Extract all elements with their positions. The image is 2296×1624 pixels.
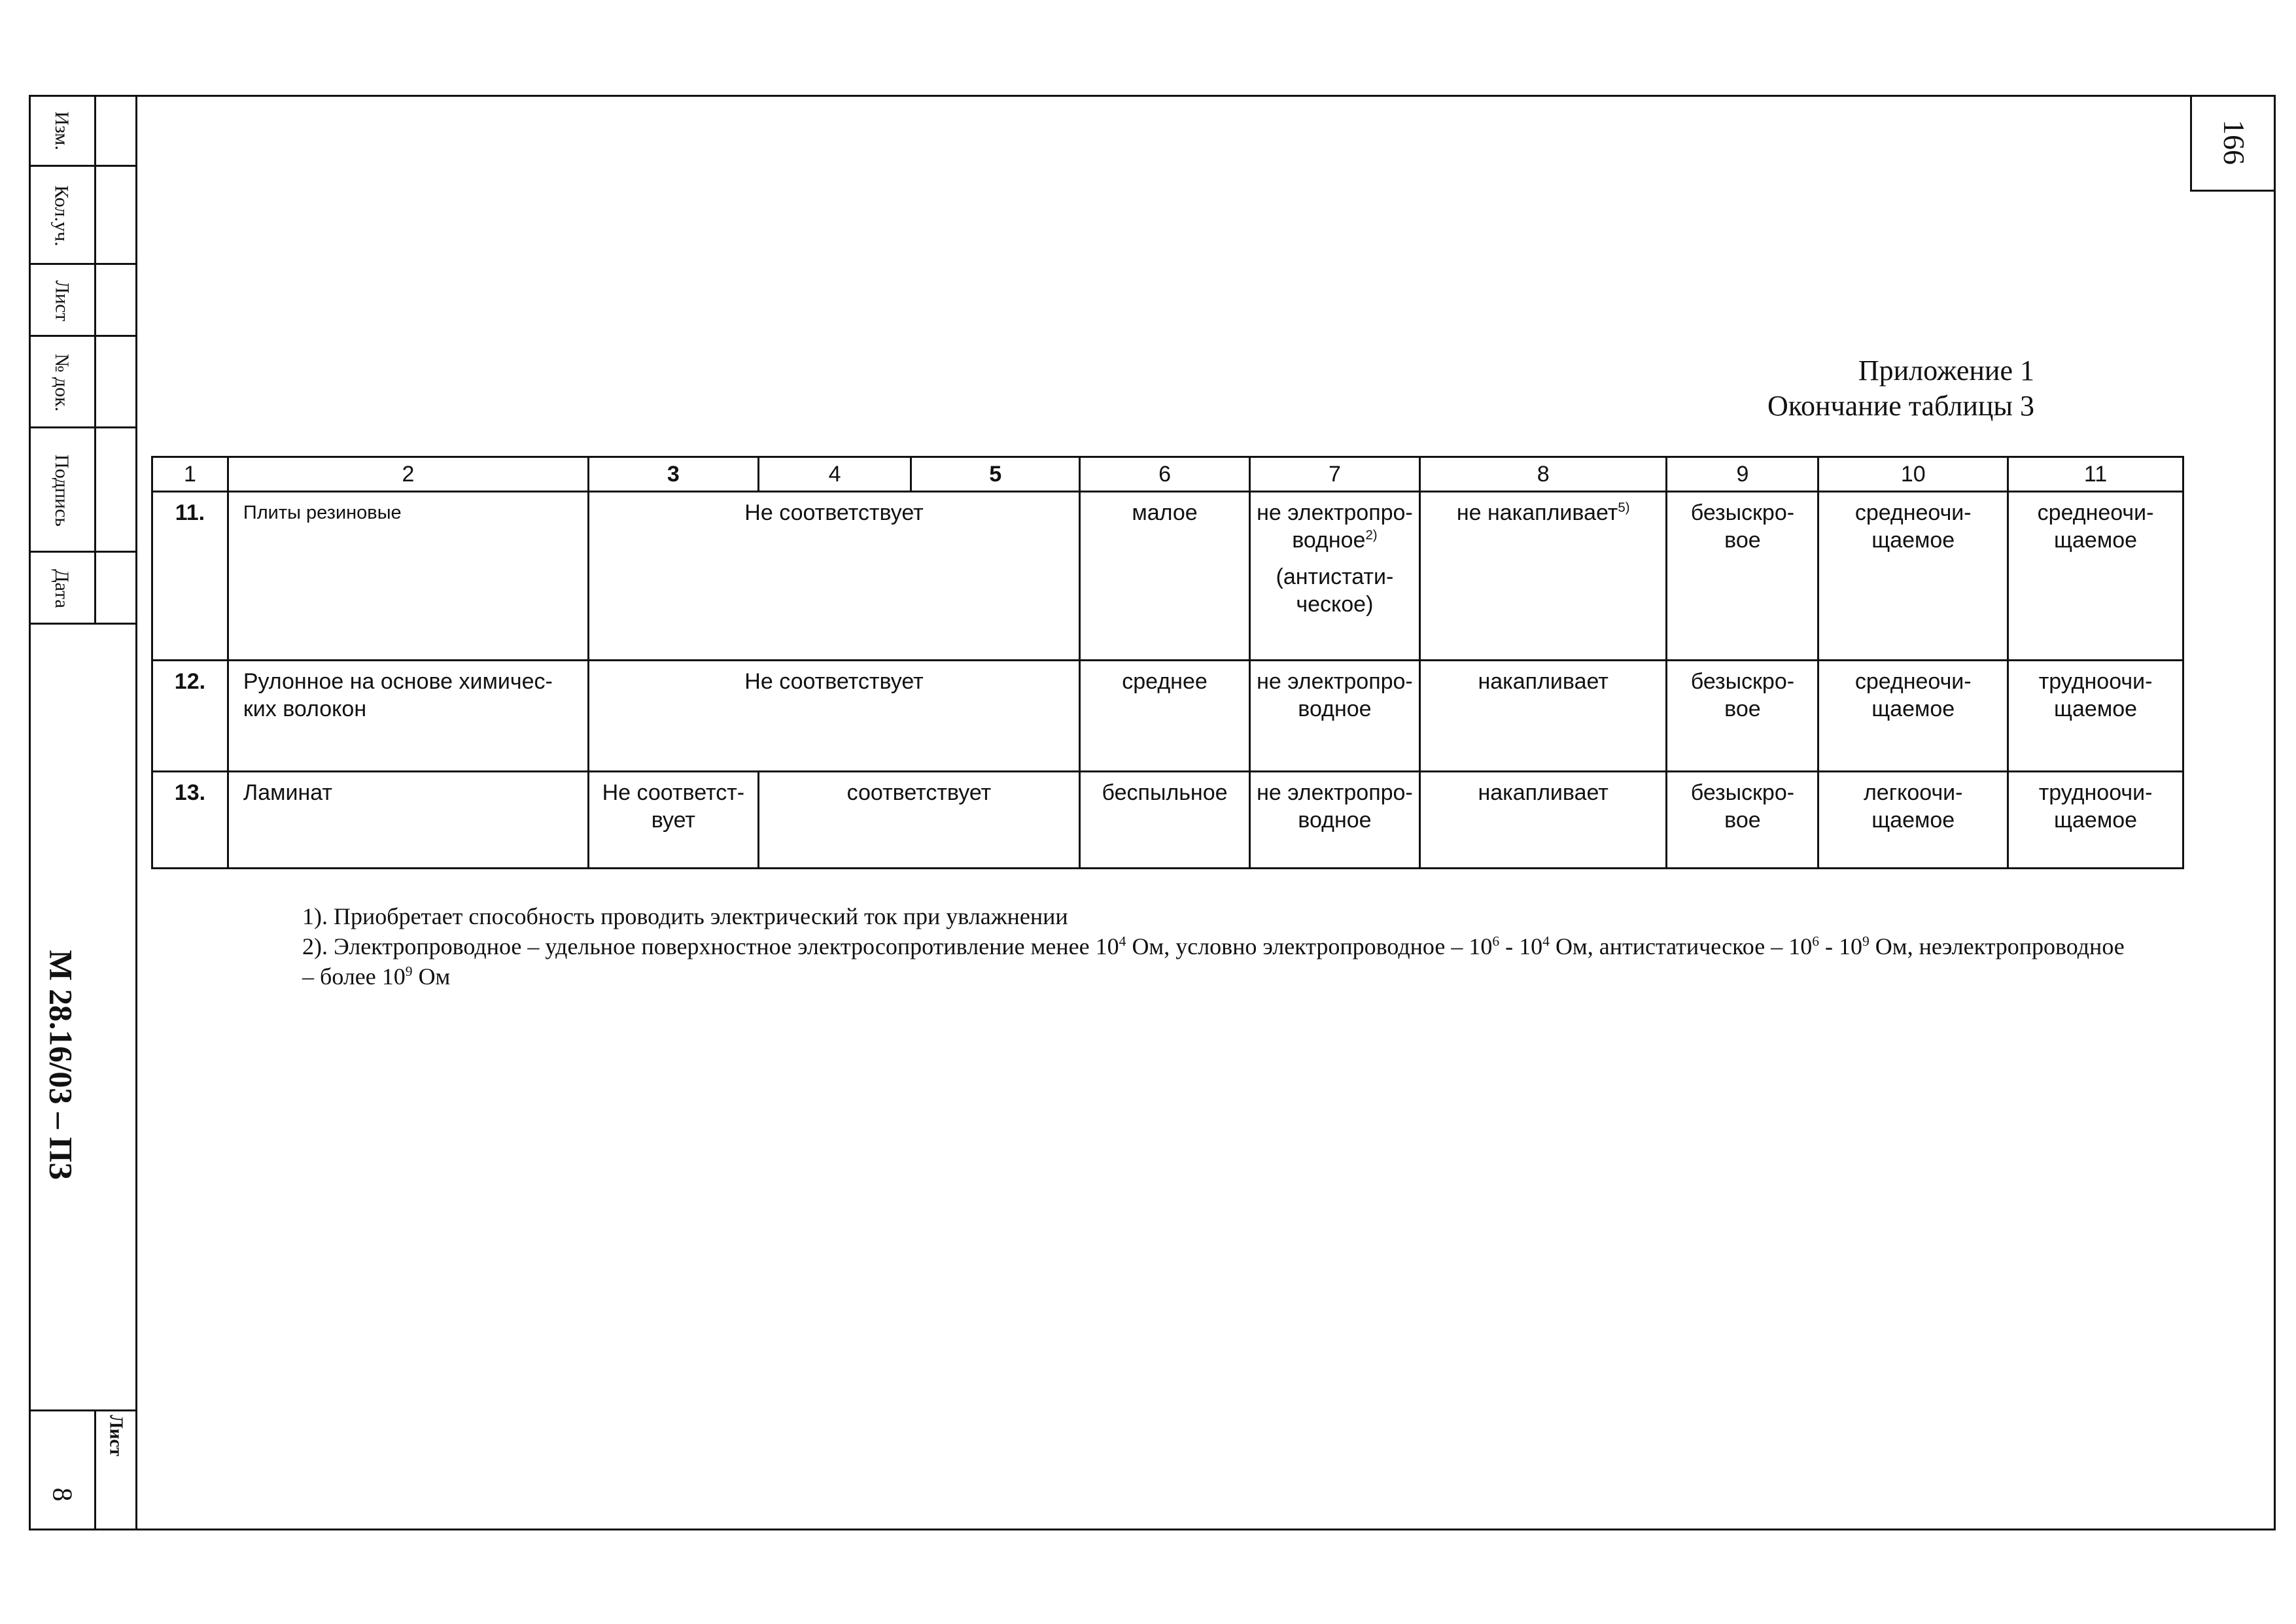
table-row [152, 492, 2183, 661]
page-number-box [2190, 95, 2276, 192]
row-number: 13. [152, 772, 228, 869]
static-cell: накапливает [1419, 772, 1667, 869]
header-cell: 6 [1080, 457, 1250, 492]
dust-cell: малое [1080, 492, 1250, 661]
stamp-label-koluch: Кол.уч. [51, 185, 73, 247]
cleanability-cell: среднеочи-щаемое [2008, 492, 2183, 661]
table-caption: Окончание таблицы 3 [1767, 390, 2034, 422]
heading [1767, 353, 2034, 424]
material-name: Рулонное на основе химичес-ких волокон [228, 661, 588, 772]
cleanability-cell: среднеочи-щаемое [1818, 492, 2008, 661]
footnote-2: 2). Электропроводное – удельное поверхностное электросопротивление менее $10^4$ Ом, условно электропроводное – $10^6 - 10^4$ Ом, антистатическое – $10^6 - 10^9$ Ом, неэлектропроводное – более $10^9$ Ом [302, 933, 2125, 990]
dust-cell: среднее [1080, 661, 1250, 772]
sheet-number: 8 [46, 1487, 77, 1502]
conductivity-cell: не электропро-водное [1249, 772, 1419, 869]
materials-table [151, 456, 2184, 869]
static-cell: не накапливает$^{5)}$ [1419, 492, 1667, 661]
table-header-row [152, 457, 2183, 492]
compliance-cell: Не соответствует [588, 661, 1079, 772]
header-cell: 4 [758, 457, 911, 492]
stamp-label-doc: № док. [51, 353, 73, 412]
conductivity-text: не электропро-водное$^{2)}$ [1257, 500, 1413, 553]
cleanability-cell: трудноочи-щаемое [2008, 661, 2183, 772]
stamp-label-signature: Подпись [51, 454, 73, 527]
compliance-cell: Не соответст-вует [588, 772, 758, 869]
static-cell: накапливает [1419, 661, 1667, 772]
footnote-1: 1). Приобретает способность проводить электрический ток при увлажнении [302, 903, 1068, 929]
document-code: М 28.16/03 – ПЗ [43, 949, 80, 1180]
table-row [152, 661, 2183, 772]
footnotes [302, 901, 2127, 992]
header-cell: 7 [1249, 457, 1419, 492]
stamp-label-list: Лист [50, 280, 73, 322]
spark-cell: безыскро-вое [1667, 661, 1818, 772]
page-number: 166 [2217, 120, 2251, 165]
sheet-label: Лист [106, 1415, 126, 1457]
header-cell: 1 [152, 457, 228, 492]
compliance-cell: Не соответствует [588, 492, 1079, 661]
header-cell: 9 [1667, 457, 1818, 492]
header-cell: 8 [1419, 457, 1667, 492]
header-cell: 11 [2008, 457, 2183, 492]
conductivity-note: (антистати-ческое) [1276, 564, 1394, 617]
cleanability-cell: трудноочи-щаемое [2008, 772, 2183, 869]
row-number: 11. [152, 492, 228, 661]
header-cell: 5 [911, 457, 1080, 492]
spark-cell: безыскро-вое [1667, 772, 1818, 869]
row-number: 12. [152, 661, 228, 772]
material-name: Плиты резиновые [228, 492, 588, 661]
cleanability-cell: среднеочи-щаемое [1818, 661, 2008, 772]
stamp-label-date: Дата [50, 569, 73, 608]
material-name: Ламинат [228, 772, 588, 869]
header-cell: 3 [588, 457, 758, 492]
dust-cell: беспыльное [1080, 772, 1250, 869]
conductivity-cell [1249, 492, 1419, 661]
compliance-cell: соответствует [758, 772, 1079, 869]
table-row [152, 772, 2183, 869]
spark-cell: безыскро-вое [1667, 492, 1818, 661]
appendix-title: Приложение 1 [1858, 354, 2034, 387]
header-cell: 10 [1818, 457, 2008, 492]
stamp-label-izm: Изм. [50, 111, 73, 150]
cleanability-cell: легкоочи-щаемое [1818, 772, 2008, 869]
header-cell: 2 [228, 457, 588, 492]
conductivity-cell: не электропро-водное [1249, 661, 1419, 772]
title-block-strip [29, 95, 137, 1530]
